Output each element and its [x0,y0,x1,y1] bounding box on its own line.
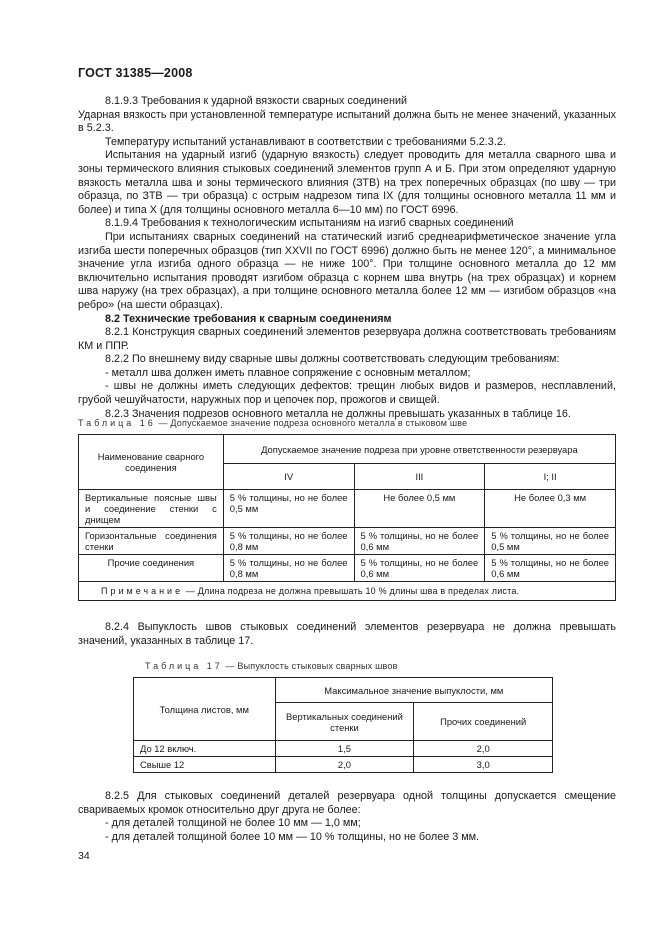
paragraph: 8.2.3 Значения подрезов основного металла не должны превышать указанных в таблице 16. [105,407,571,420]
paragraph: 8.2.1 Конструкция сварных соединений элементов резервуара должна соответствовать требованиям КМ и ППР. [78,326,616,352]
table-cell: Свыше 12 [134,757,276,773]
table-cell: 5 % толщины, но не более 0,5 мм [223,490,354,528]
list-item: - швы не должны иметь следующих дефектов: трещин любых видов и размеров, несплавлений, грубой чешуйчатости, наружных пор и цепочек пор, прожогов и свищей. [78,380,616,407]
paragraph: 8.2.2 По внешнему виду сварные швы должны соответствовать следующим требованиям: [105,353,560,366]
table-17 [133,677,553,773]
paragraph: Испытания на ударный изгиб (ударную вязкость) следует проводить для металла сварного шва и зоны термического влияния стыковых соединений элементов групп А и Б. При этом определяют ударную вязкость металла шва и зоны термического влияния (ЗТВ) на трех поперечных образцах (по шву — три образца, по ЗТВ — три образца) с острым надрезом типа IX (для толщины основного металла 11 мм и более) и типа X (для толщины основного металла 6—10 мм) по ГОСТ 6996. [78,149,616,216]
table-cell: 5 % толщины, но не более 0,8 мм [223,555,354,582]
paragraph: При испытаниях сварных соединений на статический изгиб среднеарифметическое значение угла изгиба шести поперечных образцов (тип XXVII по ГОСТ 6996) должно быть не менее 120°, а минимальное значение угла изгиба одного образца — не ниже 100°. При толщине основного металла до 12 мм включительно испытания проводят изгибом образца с корнем шва внутрь (на трех образцах) и корнем шва наружу (на трех образцах), а при толщине основного металла более 12 мм — изгибом образцов «на ребро» (на шести образцах). [78,230,616,311]
paragraph: 8.1.9.3 Требования к ударной вязкости сварных соединений [105,95,408,107]
list-item: - для деталей толщиной более 10 мм — 10 % толщины, но не более 3 мм. [105,830,480,843]
table-row [79,528,616,555]
table-cell: 5 % толщины, но не более 0,6 мм [485,555,616,582]
table-header-cell: III [354,464,485,490]
table-cell: Не более 0,3 мм [485,490,616,528]
table-row [79,555,616,582]
table-header-cell: Максимальное значение выпуклости, мм [275,678,552,703]
table-cell: 5 % толщины, но не более 0,5 мм [485,528,616,555]
paragraph: 8.1.9.4 Требования к технологическим испытаниям на изгиб сварных соединений [105,217,514,230]
table-header-cell: IV [223,464,354,490]
table-cell: 5 % толщины, но не более 0,6 мм [354,555,485,582]
table-header-cell: Прочих соединений [414,703,553,741]
table-cell: 5 % толщины, но не более 0,6 мм [354,528,485,555]
table-header-cell: Наименование сварного соединения [79,435,224,490]
table-cell: 3,0 [414,757,553,773]
table16-caption: Таблица 16 — Допускаемое значение подреза основного металла в стыковом шве [78,418,468,428]
paragraph: Ударная вязкость при установленной температуре испытаний должна быть не менее значений, указанных в 5.2.3. [78,108,616,135]
table16-note: Примечание — Длина подреза не должна превышать 10 % длины шва в пределах листа. [79,582,616,601]
table-header-cell: Вертикальных соединений стенки [275,703,414,741]
table-header-cell: Допускаемое значение подреза при уровне ответственности резервуара [223,435,615,464]
table-row [79,490,616,528]
page-number: 34 [78,850,90,862]
table-row [134,757,553,773]
table-cell: 2,0 [414,741,553,757]
table-cell: 1,5 [275,741,414,757]
table-row [134,741,553,757]
table-cell: Вертикальные поясные швы и соединение стенки с днищем [79,490,224,528]
table-cell: Горизонтальные соединения стенки [79,528,224,555]
table-cell: 5 % толщины, но не более 0,8 мм [223,528,354,555]
main-text [78,95,616,421]
table-cell: Прочие соединения [79,555,224,582]
table-cell: До 12 включ. [134,741,276,757]
table-16 [78,434,616,601]
section-heading: 8.2 Технические требования к сварным соединениям [105,312,392,325]
table-cell: Не более 0,5 мм [354,490,485,528]
table-cell: 2,0 [275,757,414,773]
table-header-cell: I; II [485,464,616,490]
paragraph-8-2-4 [78,621,616,648]
table17-caption: Таблица 17 — Выпуклость стыковых сварных швов [145,661,398,671]
document-title: ГОСТ 31385—2008 [78,66,193,80]
paragraph: Температуру испытаний устанавливают в соответствии с требованиями 5.2.3.2. [105,135,506,148]
paragraph: 8.2.4 Выпуклость швов стыковых соединений элементов резервуара не должна превышать значений, указанных в таблице 17. [78,621,616,647]
list-item: - для деталей толщиной не более 10 мм — 1,0 мм; [105,817,361,830]
list-item: - металл шва должен иметь плавное сопряжение с основным металлом; [105,366,471,379]
paragraph: 8.2.5 Для стыковых соединений деталей резервуара одной толщины допускается смещение свариваемых кромок относительно друг друга не более: [78,790,616,816]
paragraph-8-2-5 [78,790,616,844]
table-header-cell: Толщина листов, мм [134,678,276,741]
